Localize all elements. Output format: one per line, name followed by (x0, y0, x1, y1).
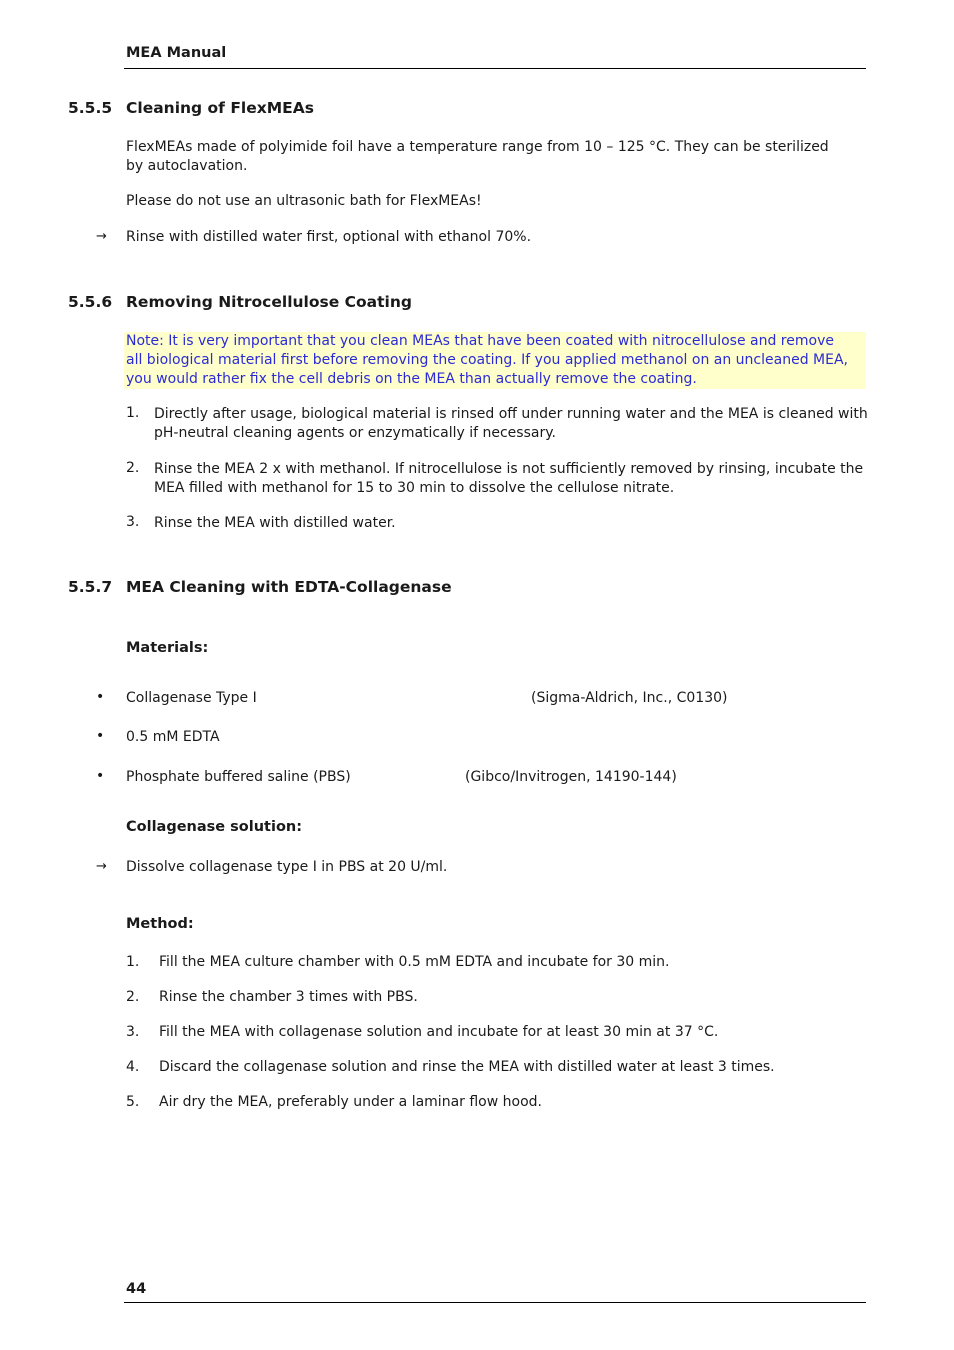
step-number: 3. (126, 514, 140, 530)
step-text: Rinse the MEA with distilled water. (154, 515, 396, 531)
paragraph-ultrasonic-warning: Please do not use an ultrasonic bath for FlexMEAs! (126, 193, 482, 209)
section-number-5-5-6: 5.5.6 (68, 293, 113, 311)
note-line-3: you would rather fix the cell debris on the MEA than actually remove the coating. (126, 371, 697, 387)
step-text: Rinse the MEA 2 x with methanol. If nitrocellulose is not sufficiently removed by rinsing, incubate the (154, 461, 864, 477)
method-step-text: Discard the collagenase solution and rinse the MEA with distilled water at least 3 times. (159, 1059, 775, 1075)
step-number: 1. (126, 405, 140, 421)
instruction-rinse: Rinse with distilled water first, optional with ethanol 70%. (126, 229, 532, 245)
bullet-icon: • (96, 689, 105, 705)
method-step-number: 5. (126, 1094, 140, 1110)
material-name: Phosphate buffered saline (PBS) (126, 769, 351, 785)
method-heading: Method: (126, 916, 194, 932)
arrow-icon: → (96, 859, 107, 874)
material-name: Collagenase Type I (126, 690, 257, 706)
method-step-text: Fill the MEA with collagenase solution and incubate for at least 30 min at 37 °C. (159, 1024, 719, 1040)
step-text: Directly after usage, biological material is rinsed off under running water and the MEA is cleaned with (154, 406, 868, 422)
step-number: 2. (126, 460, 140, 476)
running-header-title: MEA Manual (126, 45, 227, 61)
method-step-text: Air dry the MEA, preferably under a laminar flow hood. (159, 1094, 542, 1110)
method-step-number: 3. (126, 1024, 140, 1040)
method-step-text: Fill the MEA culture chamber with 0.5 mM EDTA and incubate for 30 min. (159, 954, 670, 970)
step-text-continued: MEA filled with methanol for 15 to 30 min to dissolve the cellulose nitrate. (154, 480, 675, 496)
paragraph-temperature-line2: by autoclavation. (126, 158, 248, 174)
bullet-icon: • (96, 768, 105, 784)
bullet-icon: • (96, 728, 105, 744)
note-line-2: all biological material first before removing the coating. If you applied methanol on an uncleaned MEA, (126, 352, 848, 368)
section-title-5-5-6: Removing Nitrocellulose Coating (126, 293, 412, 311)
footer-rule (124, 1302, 866, 1303)
instruction-dissolve: Dissolve collagenase type I in PBS at 20 U/ml. (126, 859, 448, 875)
page-number: 44 (126, 1281, 147, 1297)
materials-heading: Materials: (126, 640, 209, 656)
arrow-icon: → (96, 229, 107, 244)
section-number-5-5-7: 5.5.7 (68, 578, 113, 596)
material-source: (Gibco/Invitrogen, 14190-144) (465, 769, 677, 785)
method-step-number: 4. (126, 1059, 140, 1075)
section-number-5-5-5: 5.5.5 (68, 99, 113, 117)
header-rule (124, 68, 866, 69)
note-line-1: Note: It is very important that you clean MEAs that have been coated with nitrocellulose and remove (126, 333, 834, 349)
paragraph-temperature-line1: FlexMEAs made of polyimide foil have a temperature range from 10 – 125 °C. They can be sterilized (126, 139, 829, 155)
method-step-text: Rinse the chamber 3 times with PBS. (159, 989, 418, 1005)
section-title-5-5-7: MEA Cleaning with EDTA-Collagenase (126, 578, 452, 596)
material-name: 0.5 mM EDTA (126, 729, 220, 745)
section-title-5-5-5: Cleaning of FlexMEAs (126, 99, 314, 117)
step-text-continued: pH-neutral cleaning agents or enzymatically if necessary. (154, 425, 556, 441)
method-step-number: 2. (126, 989, 140, 1005)
method-step-number: 1. (126, 954, 140, 970)
material-source: (Sigma-Aldrich, Inc., C0130) (531, 690, 728, 706)
collagenase-solution-heading: Collagenase solution: (126, 819, 303, 835)
